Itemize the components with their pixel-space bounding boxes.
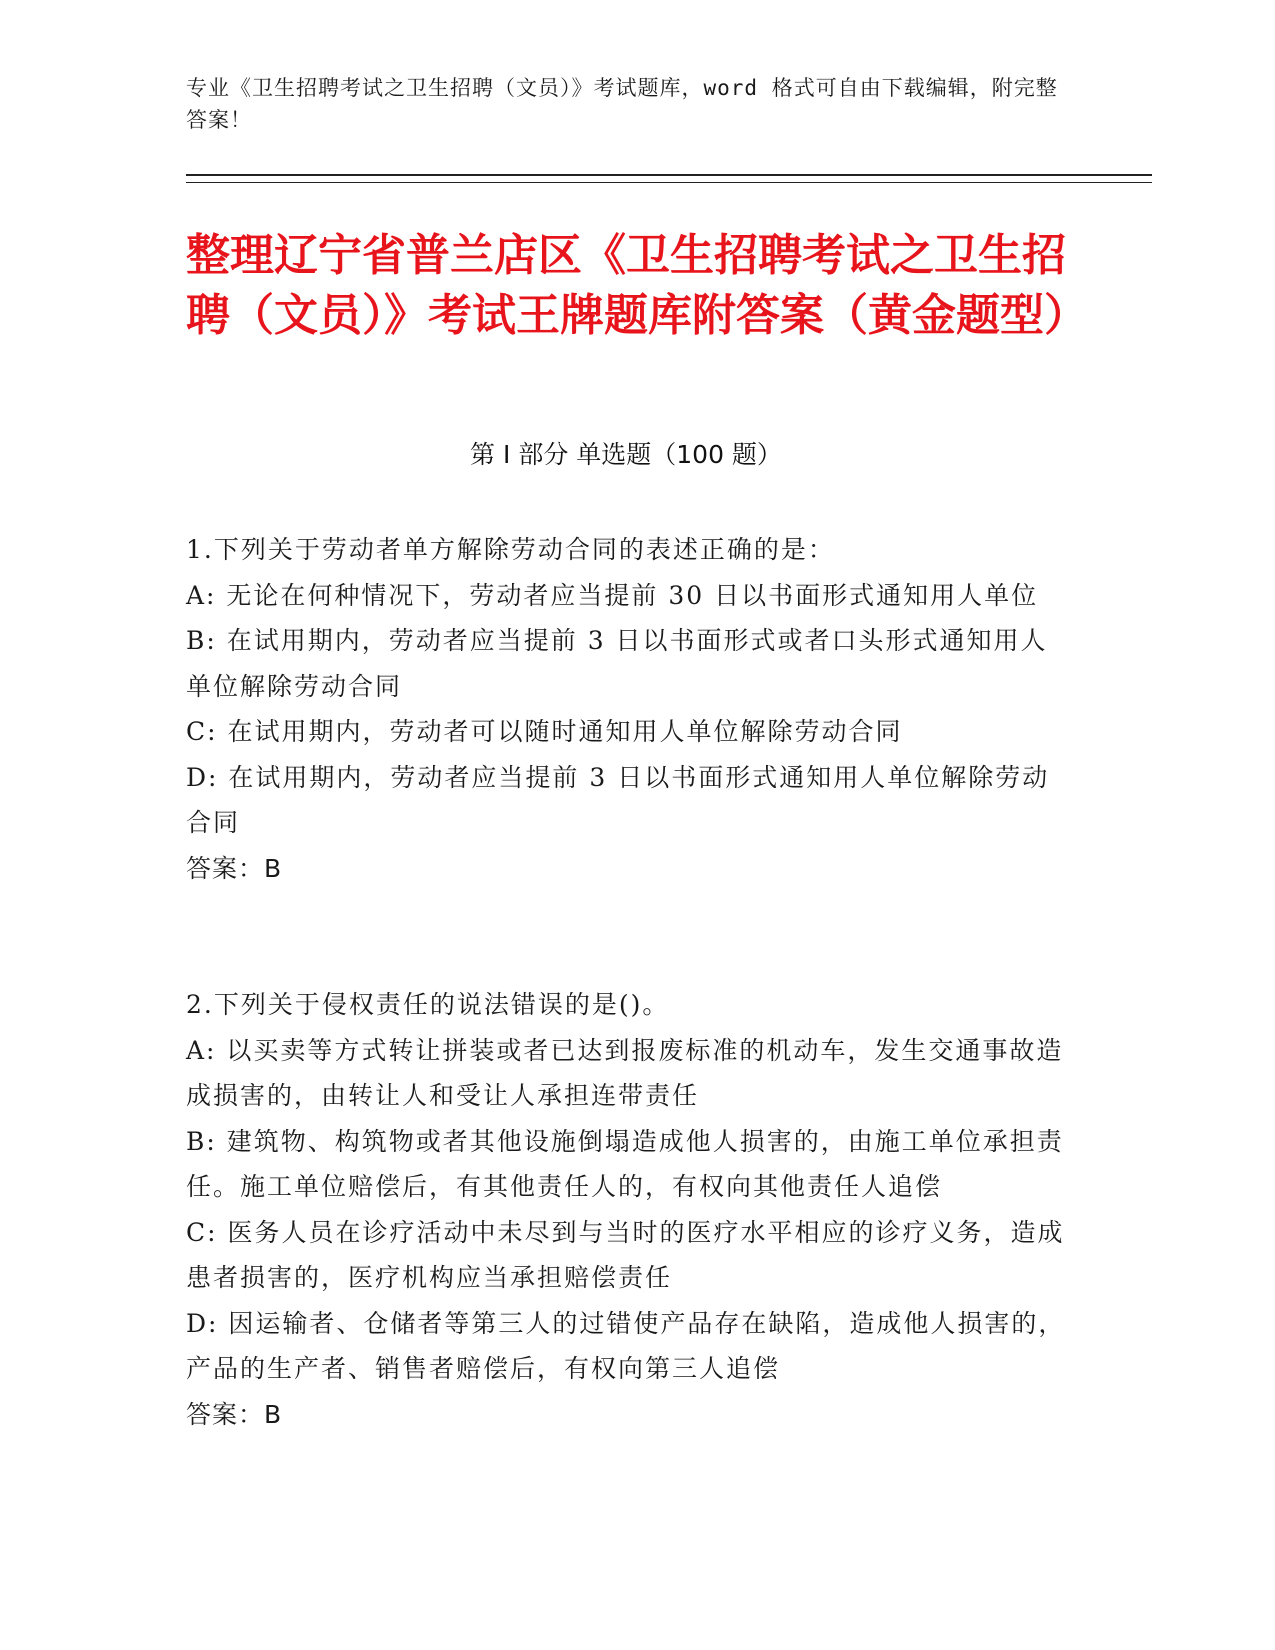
- option-d: D: 因运输者、仓储者等第三人的过错使产品存在缺陷，造成他人损害的，产品的生产者、销售者赔偿后，有权向第三人追偿: [186, 1308, 1066, 1383]
- question-stem: 1.下列关于劳动者单方解除劳动合同的表述正确的是：: [186, 535, 835, 564]
- option-d: D: 在试用期内，劳动者应当提前 3 日以书面形式通知用人单位解除劳动合同: [186, 762, 1050, 837]
- document-title: 整理辽宁省普兰店区《卫生招聘考试之卫生招聘（文员）》考试王牌题库附答案（黄金题型）: [186, 230, 1088, 341]
- header-note: 专业《卫生招聘考试之卫生招聘（文员）》考试题库，word 格式可自由下载编辑，附完整答案！: [186, 76, 1058, 132]
- option-a: A: 以买卖等方式转让拼装或者已达到报废标准的机动车，发生交通事故造成损害的，由转让人和受让人承担连带责任: [186, 1035, 1064, 1110]
- option-b: B: 建筑物、构筑物或者其他设施倒塌造成他人损害的，由施工单位承担责任。施工单位赔偿后，有其他责任人的，有权向其他责任人追偿: [186, 1126, 1064, 1201]
- option-a: A: 无论在何种情况下，劳动者应当提前 30 日以书面形式通知用人单位: [186, 580, 1039, 610]
- option-b: B: 在试用期内，劳动者应当提前 3 日以书面形式或者口头形式通知用人单位解除劳动合同: [186, 626, 1048, 701]
- option-c: C: 在试用期内，劳动者可以随时通知用人单位解除劳动合同: [186, 717, 903, 746]
- question-1: [186, 527, 1066, 891]
- question-stem: 2.下列关于侵权责任的说法错误的是()。: [186, 990, 670, 1019]
- header-divider-thick: [186, 174, 1152, 176]
- header-divider-thin: [186, 182, 1152, 183]
- answer: 答案：B: [186, 853, 283, 883]
- option-c: C: 医务人员在诊疗活动中未尽到与当时的医疗水平相应的诊疗义务，造成患者损害的，医疗机构应当承担赔偿责任: [186, 1217, 1065, 1292]
- answer: 答案：B: [186, 1399, 283, 1429]
- question-2: [186, 982, 1066, 1437]
- section-title: 第 I 部分 单选题（100 题）: [470, 440, 782, 469]
